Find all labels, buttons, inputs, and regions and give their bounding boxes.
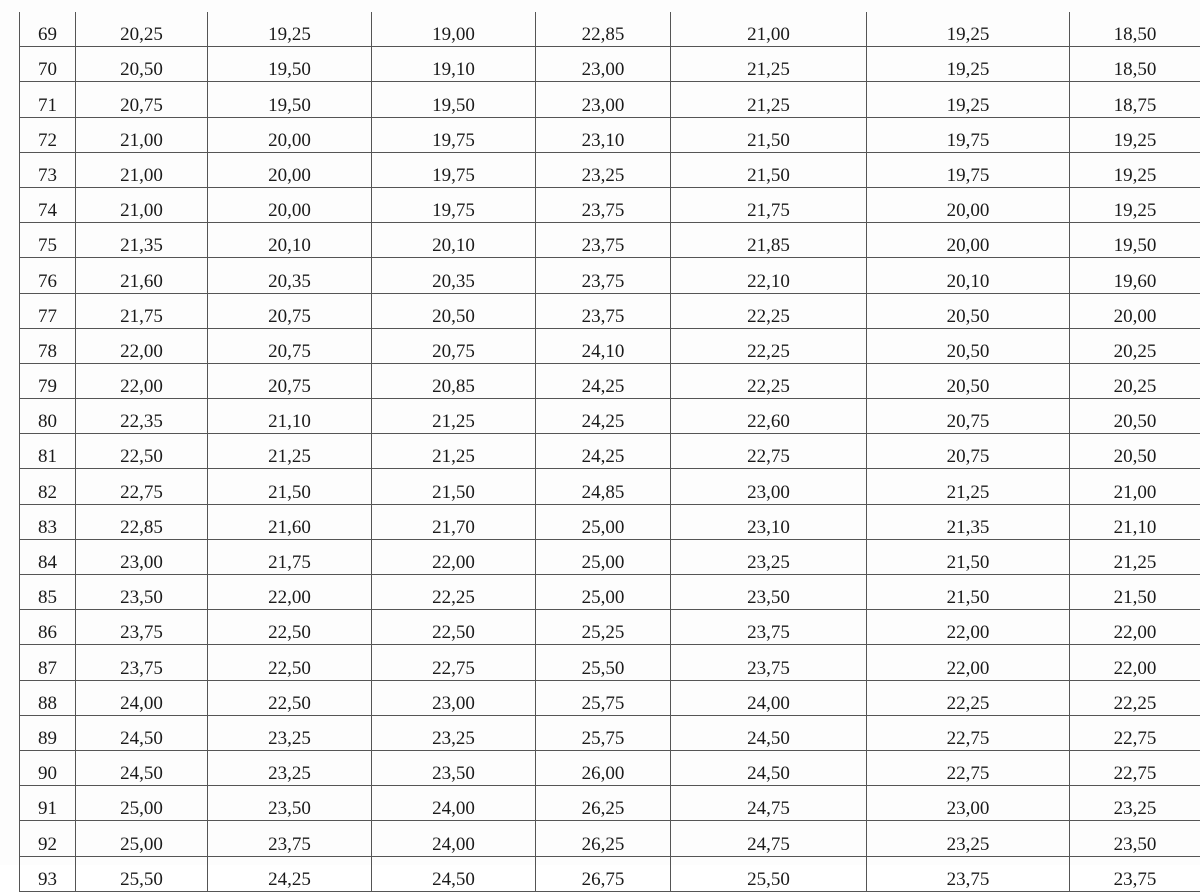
table-cell: 19,60 — [1070, 258, 1200, 293]
table-cell: 25,50 — [536, 645, 671, 680]
table-cell: 23,25 — [536, 152, 671, 187]
table-row — [20, 363, 1200, 398]
table-cell: 20,10 — [208, 223, 372, 258]
table-cell: 20,25 — [1070, 363, 1200, 398]
table-cell: 21,00 — [1070, 469, 1200, 504]
table-cell: 23,75 — [536, 258, 671, 293]
row-number-cell: 81 — [20, 434, 76, 469]
table-cell: 20,75 — [208, 293, 372, 328]
row-number-cell: 90 — [20, 750, 76, 785]
table-cell: 19,75 — [867, 117, 1070, 152]
table-cell: 22,00 — [1070, 610, 1200, 645]
table-cell: 22,25 — [372, 575, 536, 610]
table-cell: 21,50 — [867, 539, 1070, 574]
table-cell: 23,25 — [1070, 786, 1200, 821]
table-cell: 22,10 — [671, 258, 867, 293]
table-cell: 24,10 — [536, 328, 671, 363]
table-cell: 21,10 — [208, 399, 372, 434]
table-cell: 20,00 — [208, 187, 372, 222]
table-cell: 20,50 — [867, 328, 1070, 363]
table-cell: 24,00 — [76, 680, 208, 715]
table-cell: 19,50 — [208, 47, 372, 82]
table-cell: 20,25 — [76, 12, 208, 47]
table-cell: 24,00 — [372, 786, 536, 821]
table-cell: 21,75 — [671, 187, 867, 222]
table-cell: 24,25 — [536, 399, 671, 434]
row-number-cell: 85 — [20, 575, 76, 610]
table-cell: 22,00 — [76, 328, 208, 363]
table-cell: 22,25 — [1070, 680, 1200, 715]
row-number-cell: 92 — [20, 821, 76, 856]
table-row — [20, 821, 1200, 856]
table-cell: 19,75 — [372, 152, 536, 187]
table-cell: 23,75 — [1070, 856, 1200, 891]
table-row — [20, 680, 1200, 715]
table-cell: 23,10 — [671, 504, 867, 539]
table-cell: 23,50 — [372, 750, 536, 785]
row-number-cell: 89 — [20, 715, 76, 750]
table-cell: 20,75 — [867, 434, 1070, 469]
table-cell: 23,00 — [536, 82, 671, 117]
table-row — [20, 82, 1200, 117]
table-cell: 24,50 — [671, 715, 867, 750]
table-cell: 23,25 — [208, 715, 372, 750]
row-number-cell: 91 — [20, 786, 76, 821]
table-cell: 21,25 — [671, 47, 867, 82]
table-cell: 20,75 — [372, 328, 536, 363]
table-cell: 19,10 — [372, 47, 536, 82]
table-cell: 22,75 — [372, 645, 536, 680]
table-cell: 25,00 — [536, 504, 671, 539]
table-cell: 22,75 — [671, 434, 867, 469]
table-cell: 22,50 — [76, 434, 208, 469]
table-cell: 20,00 — [208, 117, 372, 152]
table-cell: 21,50 — [1070, 575, 1200, 610]
table-row — [20, 258, 1200, 293]
table-cell: 24,75 — [671, 786, 867, 821]
table-cell: 23,75 — [76, 645, 208, 680]
table-cell: 19,50 — [208, 82, 372, 117]
table-cell: 26,25 — [536, 821, 671, 856]
row-number-cell: 70 — [20, 47, 76, 82]
table-cell: 21,35 — [76, 223, 208, 258]
table-cell: 26,25 — [536, 786, 671, 821]
table-cell: 19,25 — [1070, 152, 1200, 187]
table-cell: 22,75 — [1070, 715, 1200, 750]
table-cell: 23,75 — [671, 610, 867, 645]
table-cell: 21,50 — [671, 152, 867, 187]
table-cell: 22,00 — [867, 645, 1070, 680]
table-cell: 19,50 — [1070, 223, 1200, 258]
table-row — [20, 469, 1200, 504]
table-cell: 24,50 — [671, 750, 867, 785]
table-row — [20, 715, 1200, 750]
row-number-cell: 76 — [20, 258, 76, 293]
table-cell: 19,75 — [372, 117, 536, 152]
table-cell: 23,25 — [671, 539, 867, 574]
row-number-cell: 69 — [20, 12, 76, 47]
table-cell: 22,50 — [208, 610, 372, 645]
table-cell: 22,35 — [76, 399, 208, 434]
row-number-cell: 73 — [20, 152, 76, 187]
table-cell: 20,35 — [208, 258, 372, 293]
table-cell: 19,50 — [372, 82, 536, 117]
table-cell: 23,75 — [208, 821, 372, 856]
table-cell: 21,60 — [208, 504, 372, 539]
table-cell: 21,85 — [671, 223, 867, 258]
table-cell: 25,75 — [536, 715, 671, 750]
table-cell: 21,25 — [1070, 539, 1200, 574]
table-cell: 22,75 — [867, 750, 1070, 785]
table-row — [20, 786, 1200, 821]
table-cell: 24,85 — [536, 469, 671, 504]
table-cell: 23,00 — [76, 539, 208, 574]
table-cell: 24,50 — [76, 750, 208, 785]
table-row — [20, 504, 1200, 539]
table-cell: 24,50 — [372, 856, 536, 891]
table-cell: 21,10 — [1070, 504, 1200, 539]
table-row — [20, 328, 1200, 363]
table-cell: 21,50 — [372, 469, 536, 504]
table-cell: 20,10 — [372, 223, 536, 258]
table-row — [20, 47, 1200, 82]
table-cell: 20,25 — [1070, 328, 1200, 363]
table-cell: 22,75 — [76, 469, 208, 504]
table-cell: 20,75 — [867, 399, 1070, 434]
table-cell: 19,75 — [372, 187, 536, 222]
table-cell: 20,00 — [1070, 293, 1200, 328]
table-cell: 21,50 — [671, 117, 867, 152]
table-cell: 25,75 — [536, 680, 671, 715]
row-number-cell: 72 — [20, 117, 76, 152]
table-cell: 24,25 — [208, 856, 372, 891]
table-row — [20, 645, 1200, 680]
row-number-cell: 83 — [20, 504, 76, 539]
table-cell: 26,00 — [536, 750, 671, 785]
table-cell: 20,50 — [372, 293, 536, 328]
table-row — [20, 399, 1200, 434]
table-cell: 22,75 — [1070, 750, 1200, 785]
table-cell: 23,00 — [372, 680, 536, 715]
table-cell: 21,00 — [76, 152, 208, 187]
table-cell: 21,25 — [867, 469, 1070, 504]
table-cell: 20,00 — [208, 152, 372, 187]
table-cell: 21,00 — [76, 187, 208, 222]
table-cell: 23,50 — [1070, 821, 1200, 856]
table-cell: 19,25 — [1070, 187, 1200, 222]
table-cell: 20,50 — [867, 293, 1070, 328]
table-cell: 24,25 — [536, 363, 671, 398]
table-cell: 20,35 — [372, 258, 536, 293]
table-cell: 25,25 — [536, 610, 671, 645]
table-cell: 19,25 — [867, 12, 1070, 47]
row-number-cell: 77 — [20, 293, 76, 328]
table-cell: 26,75 — [536, 856, 671, 891]
table-cell: 22,75 — [867, 715, 1070, 750]
table-cell: 20,50 — [1070, 399, 1200, 434]
table-cell: 25,00 — [76, 786, 208, 821]
table-cell: 23,75 — [536, 293, 671, 328]
data-table — [19, 12, 1200, 892]
table-cell: 25,00 — [536, 539, 671, 574]
table-cell: 20,75 — [208, 363, 372, 398]
table-cell: 23,75 — [671, 645, 867, 680]
table-cell: 20,75 — [76, 82, 208, 117]
table-cell: 20,50 — [76, 47, 208, 82]
table-cell: 22,25 — [671, 363, 867, 398]
table-cell: 23,50 — [76, 575, 208, 610]
row-number-cell: 82 — [20, 469, 76, 504]
table-cell: 23,50 — [208, 786, 372, 821]
table-cell: 23,75 — [76, 610, 208, 645]
table-row — [20, 856, 1200, 891]
table-cell: 22,85 — [536, 12, 671, 47]
table-cell: 18,75 — [1070, 82, 1200, 117]
table-cell: 22,50 — [208, 680, 372, 715]
table-cell: 20,00 — [867, 187, 1070, 222]
table-cell: 21,25 — [372, 399, 536, 434]
table-cell: 22,60 — [671, 399, 867, 434]
table-cell: 21,35 — [867, 504, 1070, 539]
table-cell: 21,75 — [208, 539, 372, 574]
table-cell: 23,00 — [536, 47, 671, 82]
table-cell: 25,00 — [76, 821, 208, 856]
table-cell: 24,00 — [372, 821, 536, 856]
table-cell: 21,50 — [208, 469, 372, 504]
table-cell: 22,25 — [671, 293, 867, 328]
table-cell: 20,10 — [867, 258, 1070, 293]
table-row — [20, 12, 1200, 47]
table-cell: 19,00 — [372, 12, 536, 47]
table-cell: 22,25 — [671, 328, 867, 363]
table-row — [20, 293, 1200, 328]
table-body — [20, 12, 1200, 891]
table-cell: 21,00 — [76, 117, 208, 152]
row-number-cell: 79 — [20, 363, 76, 398]
row-number-cell: 80 — [20, 399, 76, 434]
table-cell: 23,25 — [867, 821, 1070, 856]
table-row — [20, 434, 1200, 469]
table-row — [20, 750, 1200, 785]
table-cell: 20,00 — [867, 223, 1070, 258]
table-cell: 19,25 — [1070, 117, 1200, 152]
table-cell: 24,25 — [536, 434, 671, 469]
row-number-cell: 86 — [20, 610, 76, 645]
table-cell: 21,50 — [867, 575, 1070, 610]
table-cell: 23,00 — [867, 786, 1070, 821]
table-cell: 21,25 — [372, 434, 536, 469]
table-cell: 19,75 — [867, 152, 1070, 187]
table-cell: 24,00 — [671, 680, 867, 715]
table-cell: 22,00 — [208, 575, 372, 610]
table-row — [20, 152, 1200, 187]
table-cell: 23,00 — [671, 469, 867, 504]
table-cell: 18,50 — [1070, 12, 1200, 47]
table-cell: 22,85 — [76, 504, 208, 539]
table-cell: 20,50 — [867, 363, 1070, 398]
table-cell: 19,25 — [867, 82, 1070, 117]
table-cell: 23,10 — [536, 117, 671, 152]
table-cell: 20,50 — [1070, 434, 1200, 469]
table-cell: 25,00 — [536, 575, 671, 610]
row-number-cell: 78 — [20, 328, 76, 363]
table-cell: 19,25 — [867, 47, 1070, 82]
table-cell: 24,75 — [671, 821, 867, 856]
table-cell: 22,50 — [372, 610, 536, 645]
table-cell: 21,60 — [76, 258, 208, 293]
table-cell: 25,50 — [671, 856, 867, 891]
table-cell: 22,00 — [867, 610, 1070, 645]
table-cell: 23,75 — [536, 223, 671, 258]
table-cell: 22,25 — [867, 680, 1070, 715]
table-row — [20, 117, 1200, 152]
table-row — [20, 539, 1200, 574]
table-row — [20, 575, 1200, 610]
table-cell: 20,75 — [208, 328, 372, 363]
table-cell: 24,50 — [76, 715, 208, 750]
table-cell: 22,00 — [372, 539, 536, 574]
table-cell: 21,75 — [76, 293, 208, 328]
table-cell: 23,25 — [208, 750, 372, 785]
table-cell: 23,50 — [671, 575, 867, 610]
table-cell: 21,00 — [671, 12, 867, 47]
table-cell: 23,75 — [867, 856, 1070, 891]
table-cell: 19,25 — [208, 12, 372, 47]
row-number-cell: 71 — [20, 82, 76, 117]
row-number-cell: 87 — [20, 645, 76, 680]
table-cell: 23,75 — [536, 187, 671, 222]
table-cell: 20,85 — [372, 363, 536, 398]
table-cell: 23,25 — [372, 715, 536, 750]
row-number-cell: 74 — [20, 187, 76, 222]
table-row — [20, 223, 1200, 258]
table-row — [20, 610, 1200, 645]
table-row — [20, 187, 1200, 222]
row-number-cell: 88 — [20, 680, 76, 715]
table-cell: 21,25 — [671, 82, 867, 117]
table-cell: 22,00 — [1070, 645, 1200, 680]
table-cell: 25,50 — [76, 856, 208, 891]
row-number-cell: 75 — [20, 223, 76, 258]
row-number-cell: 84 — [20, 539, 76, 574]
row-number-cell: 93 — [20, 856, 76, 891]
table-cell: 21,25 — [208, 434, 372, 469]
table-cell: 22,50 — [208, 645, 372, 680]
table-cell: 22,00 — [76, 363, 208, 398]
table-cell: 21,70 — [372, 504, 536, 539]
table-cell: 18,50 — [1070, 47, 1200, 82]
